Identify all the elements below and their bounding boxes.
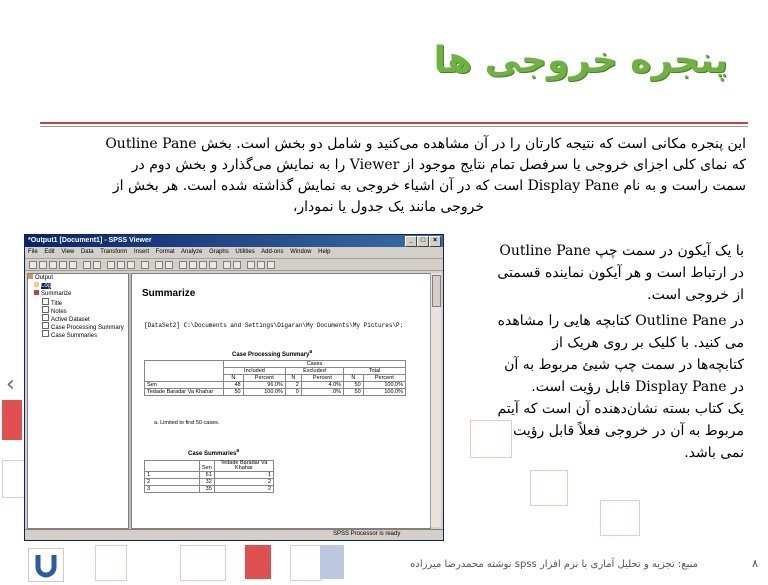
menu-graphs[interactable]: Graphs (209, 249, 229, 255)
side-line: نمی باشد. (684, 445, 744, 461)
outline-root[interactable]: Output (28, 274, 128, 282)
case-summaries-table[interactable]: Sen Tedade Baradar Va Khahar 1 61 1 2 32 2 3 35 2 (144, 460, 274, 493)
print-preview-icon[interactable] (59, 261, 67, 269)
decor-square (95, 545, 127, 581)
table-row: 1 61 1 (145, 472, 274, 479)
decor-square (600, 500, 640, 536)
open-icon[interactable] (29, 261, 37, 269)
promote-icon[interactable] (179, 261, 187, 269)
menu-window[interactable]: Window (290, 249, 312, 255)
table-row: Tedade Baradar Va Khahar 50 100.0% 0 .0% 50 100.0% (145, 389, 406, 396)
side-line: در Outline Pane کتابچه هایی را مشاهده (497, 313, 744, 329)
expand-icon[interactable] (199, 261, 207, 269)
hide-icon[interactable] (233, 261, 241, 269)
outline-item-case-summaries[interactable]: Case Summaries (28, 330, 128, 338)
side-line: کتابچه‌ها در سمت چپ شیئ مربوط به آن (504, 357, 744, 373)
maximize-button[interactable]: □ (417, 236, 429, 247)
decor-square (180, 545, 226, 581)
table-row: 2 32 2 (145, 479, 274, 486)
paragraph-line: این پنجره مکانی است که نتیجه کارتان را در آن مشاهده می‌کنید و شامل دو بخش است. بخش Outline Pane (105, 136, 746, 152)
cps-title: Case Processing Summary$^a$ (232, 349, 313, 358)
paragraph-line: سمت راست و به نام Display Pane است که در آن اشیاء خروجی به نمایش گذاشته شده است. هر بخش از (112, 178, 746, 194)
recall-dialog-icon[interactable] (83, 261, 91, 269)
outline-item-log[interactable]: Log (28, 282, 128, 290)
menu-view[interactable]: View (61, 249, 75, 255)
menu-help[interactable]: Help (318, 249, 331, 255)
side-line: با یک آیکون در سمت چپ Outline Pane (499, 243, 744, 259)
menu-edit[interactable]: Edit (44, 249, 55, 255)
show-icon[interactable] (223, 261, 231, 269)
table-icon (42, 330, 49, 337)
minimize-button[interactable]: _ (405, 236, 417, 247)
side-text (454, 240, 744, 464)
side-line: مربوط به آن در خروجی فعلاً قابل رؤیت (513, 423, 744, 439)
output-heading[interactable]: Summarize (142, 288, 196, 299)
title-divider-thin (40, 126, 748, 127)
outline-item-case-processing[interactable]: Case Processing Summary (28, 322, 128, 330)
side-line: می کنید. با کلیک بر روی هریک از (552, 335, 744, 351)
title-divider (40, 122, 748, 124)
logo-icon (29, 549, 63, 581)
menu-utilities[interactable]: Utilities (235, 249, 255, 255)
decor-square (245, 545, 271, 579)
save-icon[interactable] (39, 261, 47, 269)
title-icon (42, 298, 49, 305)
window-titlebar[interactable] (25, 235, 443, 247)
status-text: SPSS Processor is ready (333, 531, 401, 537)
scroll-thumb[interactable] (432, 275, 441, 307)
spss-viewer-window (24, 234, 444, 541)
dataset-icon (42, 314, 49, 321)
outline-item-active-dataset[interactable]: Active Dataset (28, 314, 128, 322)
menu-transform[interactable]: Transform (100, 249, 128, 255)
menu-addons[interactable]: Add-ons (261, 249, 284, 255)
close-button[interactable]: × (429, 236, 441, 247)
outline-item-title[interactable]: Title (28, 298, 128, 306)
find-icon[interactable] (141, 261, 149, 269)
output-book-icon (28, 274, 33, 279)
decor-square (2, 400, 22, 440)
side-line: در Display Pane قابل رؤیت است. (531, 379, 744, 395)
goto-case-icon[interactable] (117, 261, 125, 269)
vertical-scrollbar[interactable] (430, 273, 441, 527)
decor-square (530, 470, 568, 506)
page-title: پنجره خروجی ها (433, 40, 728, 81)
menu-insert[interactable]: Insert (133, 249, 149, 255)
notes-icon (42, 306, 49, 313)
collapse-icon[interactable] (209, 261, 217, 269)
book-icon (34, 290, 39, 295)
insert-heading-icon[interactable] (247, 261, 255, 269)
export-icon[interactable] (69, 261, 77, 269)
logo (28, 548, 64, 582)
cps-footnote: a. Limited to first 50 cases. (154, 420, 220, 426)
variables-icon[interactable] (127, 261, 135, 269)
outline-item-summarize[interactable]: Summarize (28, 290, 128, 298)
cs-title: Case Summaries$^a$ (188, 448, 240, 457)
status-bar (25, 529, 443, 540)
paragraph-line: خروجی مانند یک جدول یا نمودار، (292, 199, 484, 215)
undo-icon[interactable] (93, 261, 101, 269)
table-row: Sen 48 96.0% 2 4.0% 50 100.0% (145, 382, 406, 389)
intro-paragraph (20, 134, 746, 218)
outline-item-notes[interactable]: Notes (28, 306, 128, 314)
paragraph-line: که نمای کلی اجزای خروجی یا سرفصل تمام نتایج موجود از Viewer را به نمایش می‌گذارد و بخش دوم در (131, 157, 746, 173)
insert-title-icon[interactable] (257, 261, 265, 269)
window-title: *Output1 [Document1] - SPSS Viewer (28, 237, 152, 244)
side-line: یک کتاب بسته نشان‌دهنده آن است که آیتم (497, 401, 744, 417)
menu-bar (25, 247, 443, 259)
demote-icon[interactable] (189, 261, 197, 269)
outline-pane[interactable] (27, 273, 129, 529)
display-pane[interactable] (131, 273, 431, 529)
dataset-path: [DataSet2] C:\Documents and Settings\Digaran\My Documents\My Pictures\P: (144, 322, 404, 329)
menu-format[interactable]: Format (155, 249, 175, 255)
log-icon (34, 282, 39, 287)
toolbar (25, 259, 443, 271)
goto-data-icon[interactable] (107, 261, 115, 269)
prev-slide-arrow[interactable]: ‹ (6, 372, 15, 397)
decor-square (320, 545, 344, 579)
print-icon[interactable] (49, 261, 57, 269)
source-footer: منبع: تجزیه و تحلیل آماری با نرم افزار spss نوشته محمدرضا میرزاده (410, 559, 698, 570)
chart-icon[interactable] (155, 261, 163, 269)
insert-text-icon[interactable] (267, 261, 275, 269)
table-row: 3 35 2 (145, 486, 274, 493)
menu-file[interactable]: File (28, 249, 38, 255)
decor-square (290, 545, 322, 581)
select-cases-icon[interactable] (165, 261, 173, 269)
side-line: در ارتباط است و هر آیکون نماینده قسمتی (497, 265, 744, 281)
menu-analyze[interactable]: Analyze (181, 249, 203, 255)
side-line: از خروجی است. (647, 287, 744, 303)
case-processing-table[interactable]: Cases Included Excluded Total N Percent N Percent N Percent Sen 48 96.0% 2 4.0% 50 100.0% Tedade Baradar Va Khahar 50 100.0% 0 .0% 50 100.0% (144, 360, 406, 396)
page-number: ۸ (752, 557, 758, 570)
table-icon (42, 322, 49, 329)
menu-data[interactable]: Data (80, 249, 94, 255)
